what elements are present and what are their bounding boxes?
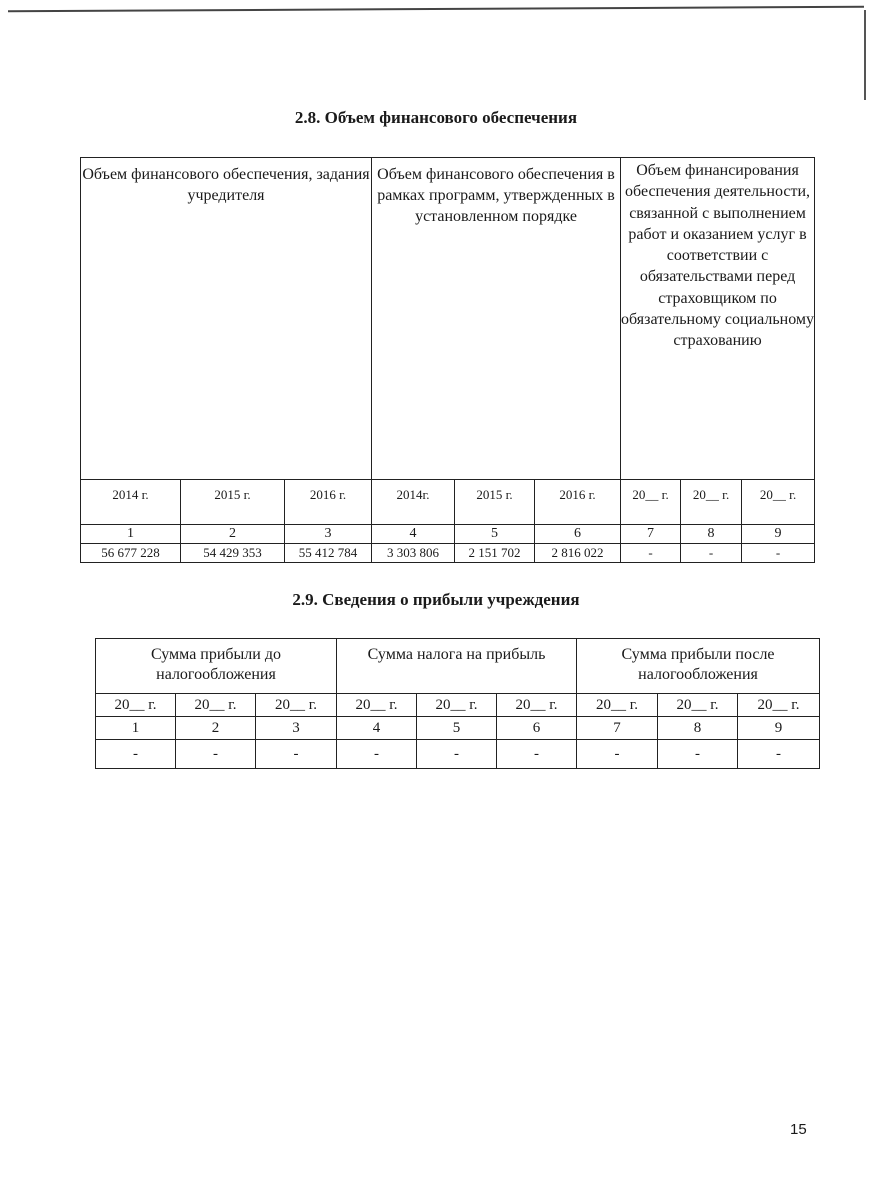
year-cell: 2016 г. (535, 480, 621, 525)
column-number: 8 (681, 525, 742, 544)
page-number: 15 (790, 1121, 807, 1138)
column-number: 2 (176, 717, 256, 740)
year-cell: 2014г. (372, 480, 455, 525)
year-cell: 20__ г. (337, 694, 417, 717)
header-social-insurance: Объем финансирования обеспечения деятельности, связанной с выполнением работ и оказанием услуг в соответствии с обязательствами перед страховщиком по обязательному социальному страхованию (621, 158, 815, 480)
value-cell: - (417, 740, 497, 769)
value-cell: - (621, 544, 681, 563)
column-number: 9 (738, 717, 820, 740)
value-cell: 54 429 353 (181, 544, 285, 563)
value-cell: - (681, 544, 742, 563)
header-programs: Объем финансового обеспечения в рамках программ, утвержденных в установленном порядке (372, 158, 621, 480)
value-cell: - (256, 740, 337, 769)
year-cell: 20__ г. (742, 480, 815, 525)
value-cell: - (577, 740, 658, 769)
column-number: 5 (417, 717, 497, 740)
value-cell: 2 151 702 (455, 544, 535, 563)
value-cell: 3 303 806 (372, 544, 455, 563)
header-founder-task: Объем финансового обеспечения, задания учредителя (81, 158, 372, 480)
value-cell: - (337, 740, 417, 769)
year-cell: 20__ г. (256, 694, 337, 717)
financing-table (80, 157, 815, 563)
scan-edge (8, 6, 864, 15)
year-cell: 2014 г. (81, 480, 181, 525)
value-cell: - (742, 544, 815, 563)
column-number: 1 (96, 717, 176, 740)
year-cell: 20__ г. (681, 480, 742, 525)
year-cell: 2015 г. (455, 480, 535, 525)
value-cell: - (176, 740, 256, 769)
column-number: 4 (372, 525, 455, 544)
value-cell: 56 677 228 (81, 544, 181, 563)
year-cell: 2015 г. (181, 480, 285, 525)
section-title-financing: 2.8. Объем финансового обеспечения (294, 108, 578, 127)
value-cell: 2 816 022 (535, 544, 621, 563)
header-profit-before-tax: Сумма прибыли до налогообложения (96, 639, 337, 694)
profit-table (95, 638, 820, 769)
year-cell: 20__ г. (621, 480, 681, 525)
header-profit-after-tax: Сумма прибыли после налогообложения (577, 639, 820, 694)
year-cell: 2016 г. (285, 480, 372, 525)
header-profit-tax: Сумма налога на прибыль (337, 639, 577, 694)
value-cell: - (658, 740, 738, 769)
year-cell: 20__ г. (577, 694, 658, 717)
column-number: 8 (658, 717, 738, 740)
column-number: 2 (181, 525, 285, 544)
scan-edge-right (864, 10, 866, 100)
year-cell: 20__ г. (658, 694, 738, 717)
value-cell: - (497, 740, 577, 769)
column-number: 1 (81, 525, 181, 544)
year-cell: 20__ г. (176, 694, 256, 717)
section-title-profit: 2.9. Сведения о прибыли учреждения (292, 590, 580, 609)
year-cell: 20__ г. (738, 694, 820, 717)
value-cell: - (738, 740, 820, 769)
column-number: 9 (742, 525, 815, 544)
value-cell: 55 412 784 (285, 544, 372, 563)
column-number: 6 (497, 717, 577, 740)
column-number: 7 (577, 717, 658, 740)
column-number: 6 (535, 525, 621, 544)
year-cell: 20__ г. (417, 694, 497, 717)
year-cell: 20__ г. (96, 694, 176, 717)
value-cell: - (96, 740, 176, 769)
column-number: 3 (256, 717, 337, 740)
column-number: 3 (285, 525, 372, 544)
column-number: 5 (455, 525, 535, 544)
year-cell: 20__ г. (497, 694, 577, 717)
column-number: 4 (337, 717, 417, 740)
column-number: 7 (621, 525, 681, 544)
